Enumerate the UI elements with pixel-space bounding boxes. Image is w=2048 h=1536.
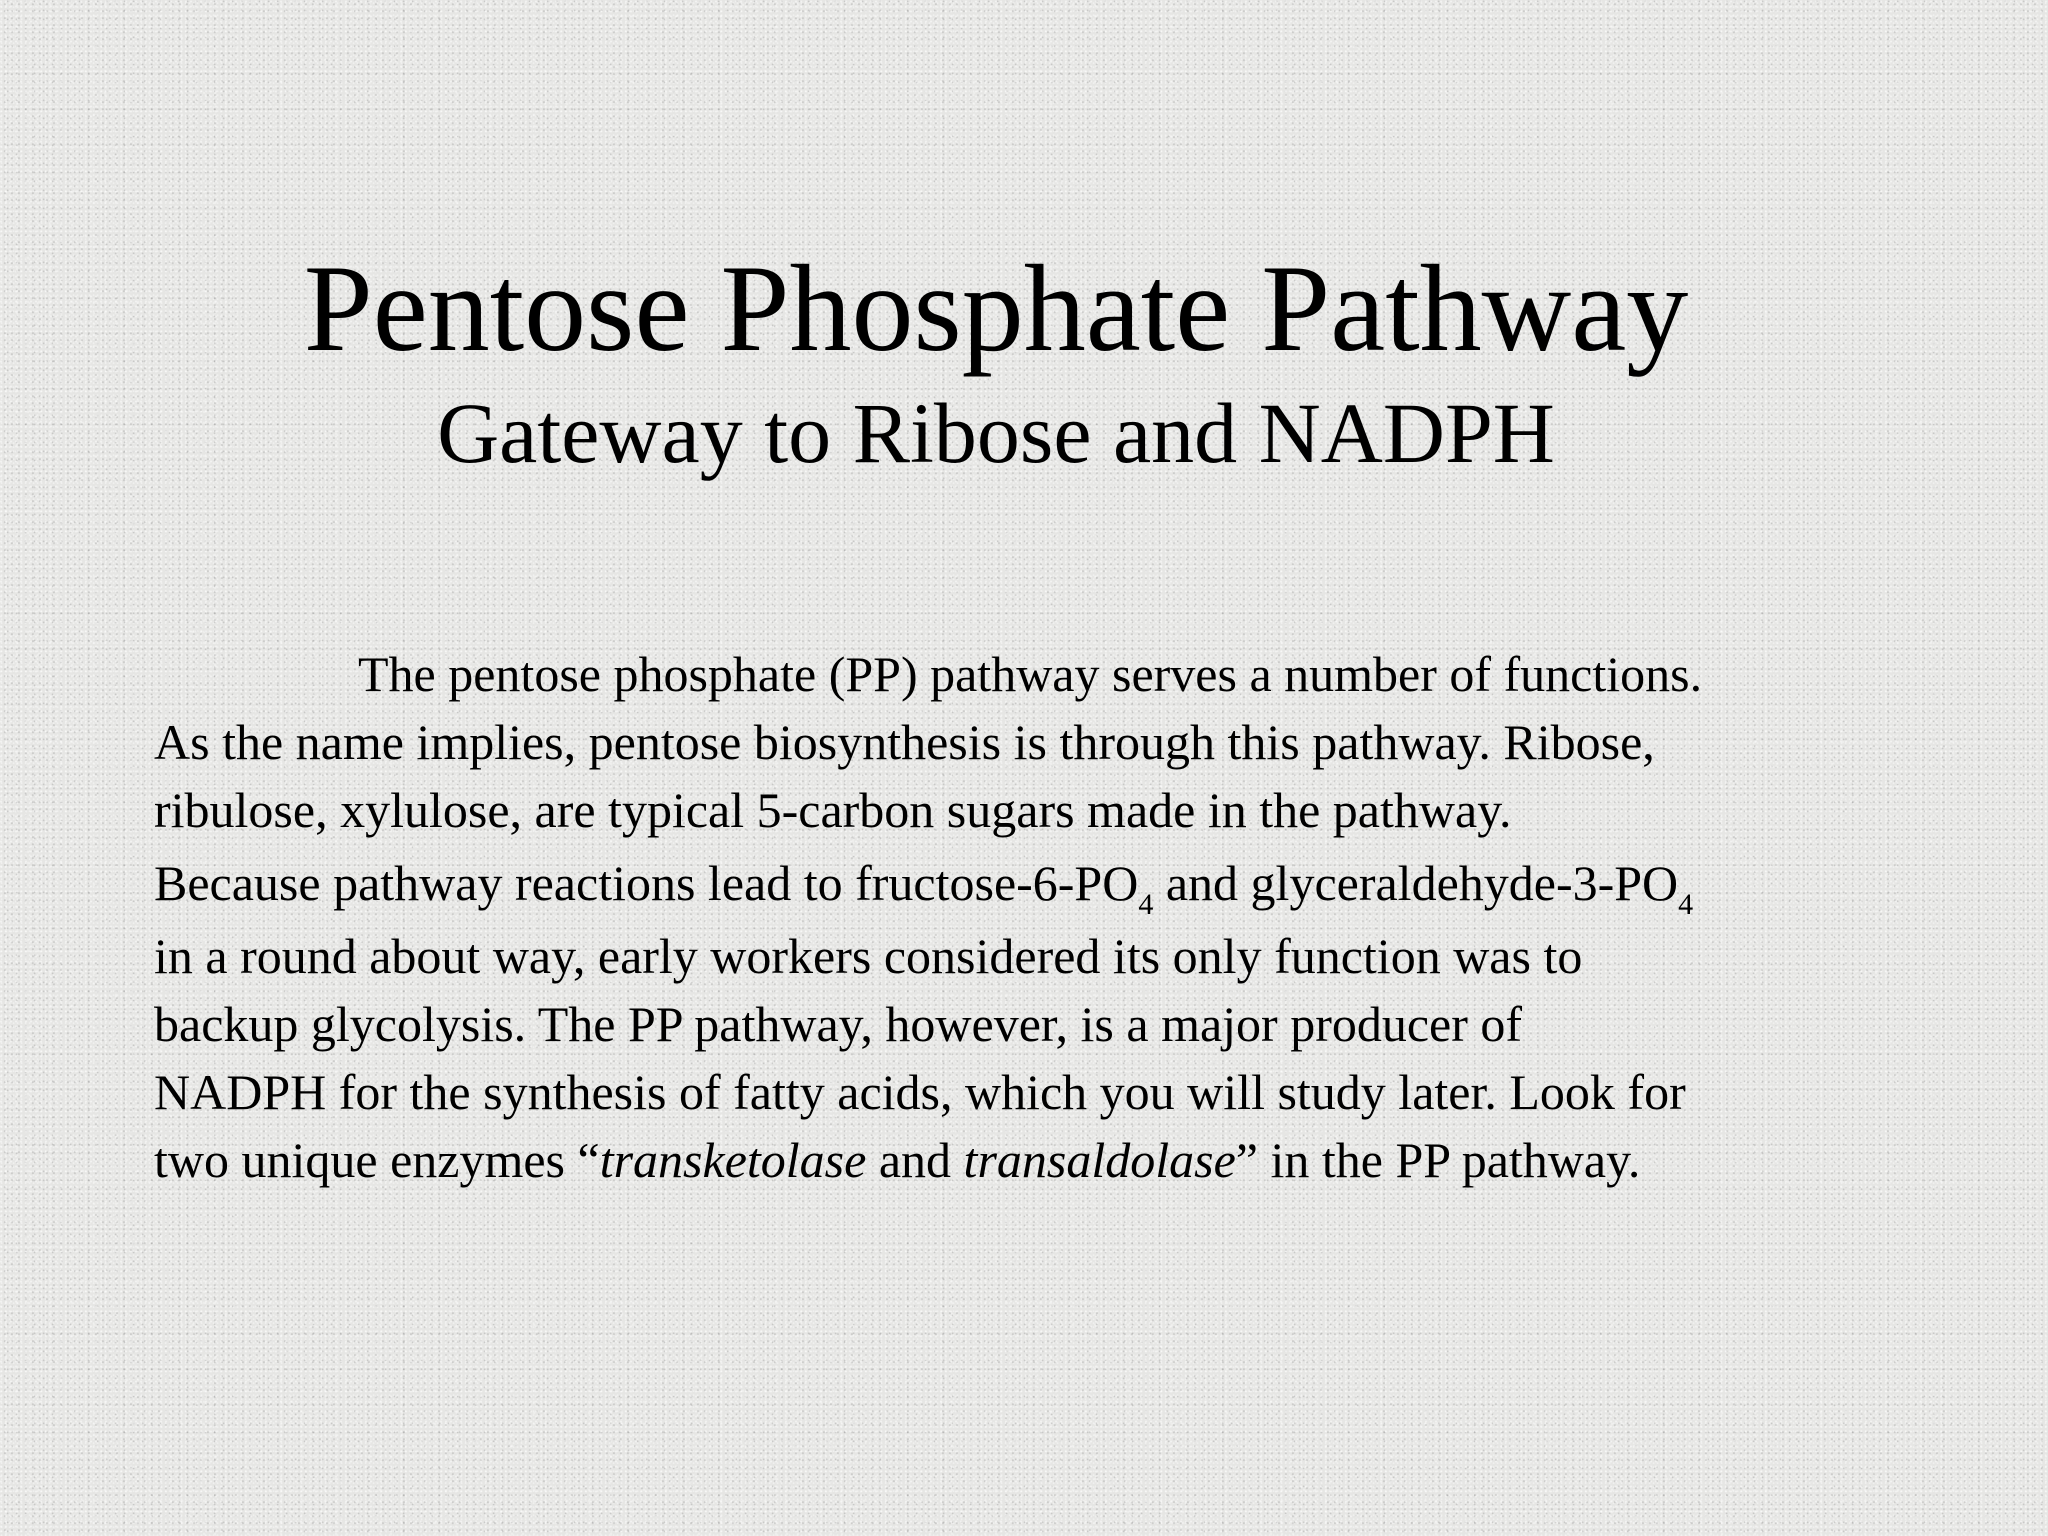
body-line: As the name implies, pentose biosynthesis is through this pathway. Ribose,	[154, 714, 1655, 770]
body-text-segment: and glyceraldehyde-3-PO	[1153, 855, 1679, 911]
body-line: NADPH for the synthesis of fatty acids, which you will study later. Look for	[154, 1064, 1686, 1120]
body-text-segment: Because pathway reactions lead to fructose-6-PO	[154, 855, 1139, 911]
body-paragraph	[154, 640, 1924, 1194]
body-line: backup glycolysis. The PP pathway, however, is a major producer of	[154, 996, 1523, 1052]
body-line	[154, 844, 1924, 922]
body-line: ribulose, xylulose, are typical 5-carbon sugars made in the pathway.	[154, 782, 1512, 838]
subscript: 4	[1138, 888, 1154, 921]
body-text-segment: and	[866, 1132, 964, 1188]
slide-subtitle: Gateway to Ribose and NADPH	[437, 385, 1555, 481]
body-line: in a round about way, early workers considered its only function was to	[154, 928, 1583, 984]
body-text-segment: ” in the PP pathway.	[1235, 1132, 1641, 1188]
slide-title: Pentose Phosphate Pathway	[303, 240, 1689, 377]
body-line: The pentose phosphate (PP) pathway serves a number of functions.	[358, 646, 1703, 702]
body-text-segment: two unique enzymes “	[154, 1132, 600, 1188]
enzyme-name: transketolase	[599, 1132, 867, 1188]
subscript: 4	[1678, 888, 1694, 921]
enzyme-name: transaldolase	[963, 1132, 1236, 1188]
body-line	[154, 1126, 1924, 1194]
